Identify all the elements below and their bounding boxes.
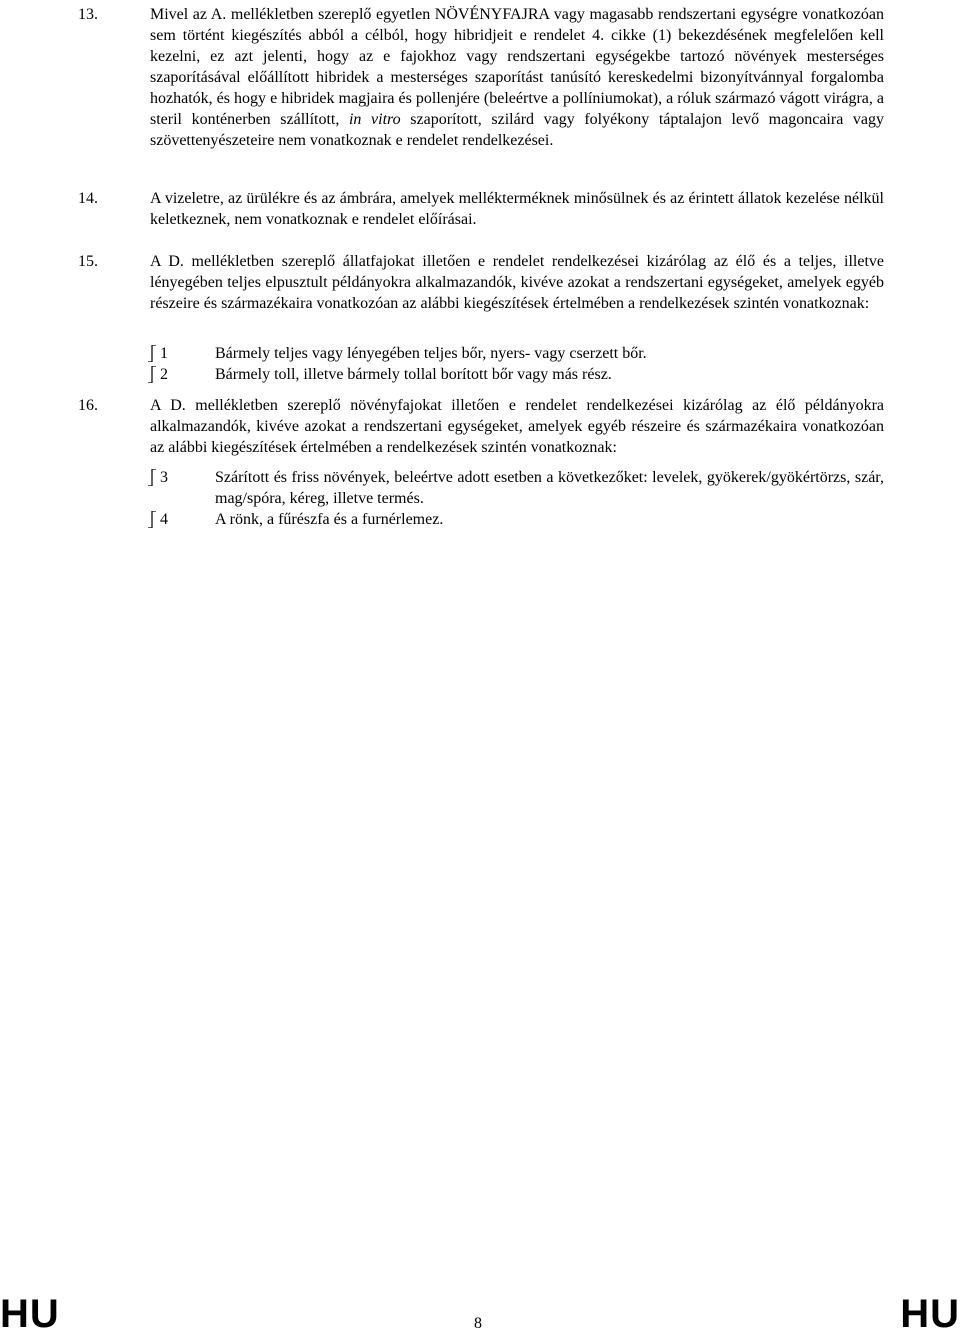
paragraph-number: 15. — [78, 253, 98, 270]
list-item-text: Szárított és friss növények, beleértve adott esetben a következőket: levelek, gyökerek/gyökértörzs, szár, mag/spóra, kéreg, illetve termés. — [215, 469, 884, 507]
list-item-number: 2 — [160, 366, 168, 383]
paragraph-text: A D. mellékletben szereplő növényfajokat illetően e rendelet rendelkezései kizárólag az élő példányokra alkalmazandók, kivéve azokat a rendszertani egységeket, amelyek egyéb részeire és származékaira vonatkozóan az alábbi kiegészítések értelmében a rendelkezések szintén vonatkoznak: — [150, 397, 884, 456]
list-item-number: 4 — [160, 511, 168, 528]
bracket-icon — [147, 366, 157, 383]
paragraph-number: 13. — [78, 6, 98, 23]
bracket-icon — [147, 469, 157, 486]
bracket-icon — [147, 345, 157, 362]
paragraph-number: 14. — [78, 190, 98, 207]
paragraph-text: Mivel az A. mellékletben szereplő egyetlen NÖVÉNYFAJRA vagy magasabb rendszertani egységre vonatkozóan sem történt kiegészítés abból a célból, hogy hibridjeit e rendelet 4. cikke (1) bekezdésének megfelelően kell kezelni, ez azt jelenti, hogy az e fajokhoz vagy rendszertani egységekbe tartozó növények mesterséges szaporításával előállított hibridek a mesterséges szaporítást tanúsító kereskedelmi bizonyítvánnyal forgalomba hozhatók, és hogy e hibridek magjaira és pollenjére (beleértve a pollíniumokat), a róluk származó vágott virágra, a steril konténerben szállított, in vitro szaporított, szilárd vagy folyékony táptalajon levő magoncaira vagy szövettenyészeteire nem vonatkoznak e rendelet rendelkezései. — [150, 6, 884, 149]
paragraph-text: A D. mellékletben szereplő állatfajokat illetően e rendelet rendelkezései kizárólag az élő és a teljes, illetve lényegében teljes elpusztult példányokra alkalmazandók, kivéve azokat a rendszertani egységeket, amelyek egyéb részeire és származékaira vonatkozóan az alábbi kiegészítések értelmében a rendelkezések szintén vonatkoznak: — [150, 253, 884, 312]
footer-language-code-left: HU — [0, 1292, 60, 1336]
footer-language-code-right: HU — [900, 1292, 960, 1336]
paragraph-text: A vizeletre, az ürülékre és az ámbrára, amelyek mellékterméknek minősülnek és az érintett állatok kezelése nélkül keletkeznek, nem vonatkoznak e rendelet előírásai. — [150, 190, 884, 228]
list-item-number: 1 — [160, 345, 168, 362]
list-item-text: A rönk, a fűrészfa és a furnérlemez. — [215, 511, 444, 528]
paragraph-number: 16. — [78, 397, 98, 414]
list-item-text: Bármely toll, illetve bármely tollal borított bőr vagy más rész. — [215, 366, 612, 383]
bracket-icon — [147, 511, 157, 528]
list-item-number: 3 — [160, 469, 168, 486]
italic-term: in vitro — [348, 111, 401, 128]
page-number: 8 — [474, 1315, 482, 1332]
list-item-text: Bármely teljes vagy lényegében teljes bőr, nyers- vagy cserzett bőr. — [215, 345, 647, 362]
